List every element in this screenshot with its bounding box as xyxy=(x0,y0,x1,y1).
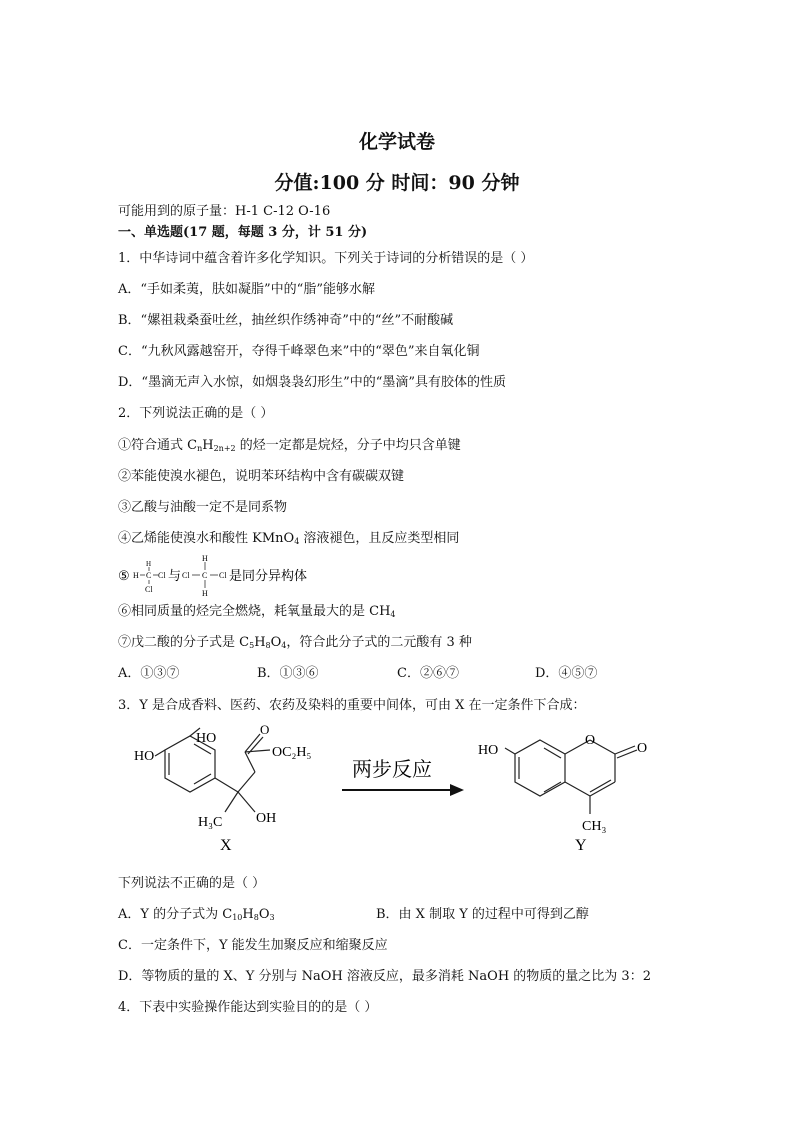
mol2-h-top: H xyxy=(202,554,208,563)
x-oc2h5: OC₂H₅ xyxy=(272,745,312,760)
statement-6: ⑥相同质量的烃完全燃烧，耗氧量最大的是 $CH_4$ xyxy=(118,604,396,619)
question-2-option-d: D．④⑤⑦ xyxy=(535,666,598,681)
statement-5-structures xyxy=(118,552,338,596)
page-title: 化学试卷 xyxy=(358,131,435,153)
question-1-option-b: B．“嫘祖栽桑蚕吐丝，抽丝织作绣神奇”中的“丝”不耐酸碱 xyxy=(118,313,454,328)
section-heading: 一、单选题(17 题，每题 3 分，计 51 分) xyxy=(118,225,368,240)
arrow-label: 两步反应 xyxy=(352,759,432,781)
mol1-c: C xyxy=(146,571,152,580)
x-ho-left: HO xyxy=(134,749,155,764)
mol2-cl-left: Cl xyxy=(182,571,190,580)
mol2-cl-right: Cl xyxy=(219,571,227,580)
reaction-scheme-svg xyxy=(120,722,680,862)
mol1-h-top: H xyxy=(146,560,152,568)
statement-7: ⑦戊二酸的分子式是 $C_5H_8O_4$，符合此分子式的二元酸有 3 种 xyxy=(118,635,472,650)
y-ch3: CH₃ xyxy=(582,819,607,834)
mol2-h-bottom: H xyxy=(202,589,208,596)
statement-5-number: ⑤ xyxy=(118,568,130,583)
question-3-option-c: C．一定条件下，Y 能发生加聚反应和缩聚反应 xyxy=(118,938,388,953)
y-ho: HO xyxy=(478,743,499,758)
question-4-stem: 4．下表中实验操作能达到实验目的的是（ ） xyxy=(118,1000,378,1015)
question-2-stem: 2．下列说法正确的是（ ） xyxy=(118,406,274,421)
statement-5 xyxy=(118,552,338,596)
question-2-option-c: C．②⑥⑦ xyxy=(397,666,459,681)
statement-1: ①符合通式 $C_nH_{2n+2}$ 的烃一定都是烷烃，分子中均只含单键 xyxy=(118,438,461,453)
question-3-stem: 3．Y 是合成香料、医药、农药及染料的重要中间体，可由 X 在一定条件下合成： xyxy=(118,698,586,713)
question-1-option-a: A．“手如柔荑，肤如凝脂”中的“脂”能够水解 xyxy=(118,282,375,297)
statement-4: ④乙烯能使溴水和酸性 KMnO$_4$ 溶液褪色，且反应类型相同 xyxy=(118,531,460,546)
y-ring-o: O xyxy=(585,733,596,748)
question-2-option-b: B．①③⑥ xyxy=(257,666,319,681)
atomic-masses: 可能用到的原子量：H-1 C-12 O-16 xyxy=(118,204,331,219)
statement-2: ②苯能使溴水褪色，说明苯环结构中含有碳碳双键 xyxy=(118,469,405,484)
statement-3: ③乙酸与油酸一定不是同系物 xyxy=(118,500,288,515)
question-3-prompt: 下列说法不正确的是（ ） xyxy=(118,876,266,891)
x-carbonyl-o: O xyxy=(260,722,270,737)
question-3-option-a: A．Y 的分子式为 $C_{10}H_8O_3$ xyxy=(118,907,275,922)
question-3-option-d: D．等物质的量的 X、Y 分别与 NaOH 溶液反应，最多消耗 NaOH 的物质的量之比为 3：2 xyxy=(118,969,651,984)
mol1-cl-right: Cl xyxy=(158,571,166,580)
question-1-stem: 1．中华诗词中蕴含着许多化学知识。下列关于诗词的分析错误的是（ ） xyxy=(118,251,534,266)
x-oh: OH xyxy=(256,811,277,826)
question-1-option-d: D．“墨滴无声入水惊，如烟袅袅幻形生”中的“墨滴”具有胶体的性质 xyxy=(118,375,507,390)
reaction-arrow-head xyxy=(450,784,464,796)
question-1-option-c: C．“九秋风露越窑开，夺得千峰翠色来”中的“翠色”来自氧化铜 xyxy=(118,344,480,359)
y-carbonyl-o: O xyxy=(637,741,648,756)
question-2-option-a: A．①③⑦ xyxy=(118,666,180,681)
mol1-h: H xyxy=(133,571,139,580)
x-ho-top: HO xyxy=(196,731,217,746)
y-label: Y xyxy=(575,837,587,854)
x-label: X xyxy=(220,837,232,854)
question-3-option-b: B．由 X 制取 Y 的过程中可得到乙醇 xyxy=(376,907,589,922)
mol1-cl-bottom: Cl xyxy=(145,585,153,594)
mol2-c: C xyxy=(202,571,208,580)
molecule-y-bonds xyxy=(505,740,637,814)
statement-5-text: 是同分异构体 xyxy=(229,568,308,583)
x-ch3: H₃C xyxy=(198,815,223,830)
score-time-line: 分值:100 分 时间：90 分钟 xyxy=(274,172,520,194)
statement-5-and: 与 xyxy=(168,568,182,583)
reaction-scheme xyxy=(120,722,680,862)
